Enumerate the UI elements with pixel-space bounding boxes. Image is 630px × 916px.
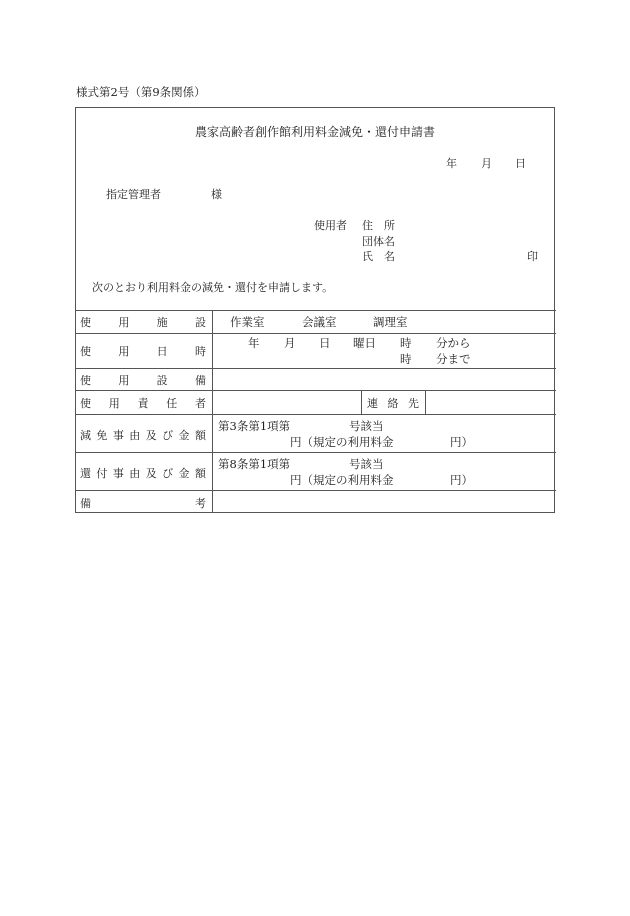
addressee-name: 指定管理者 (106, 188, 161, 201)
column-divider (212, 310, 213, 513)
date-year-label: 年 (446, 157, 457, 170)
divider (75, 390, 556, 391)
facility-option-meeting-room[interactable]: 会議室 (302, 315, 337, 329)
datetime-month[interactable]: 月 (284, 336, 296, 350)
datetime-to-minute[interactable]: 分まで (436, 352, 471, 366)
facility-option-kitchen[interactable]: 調理室 (373, 315, 408, 329)
divider (75, 310, 556, 311)
datetime-day[interactable]: 日 (319, 336, 331, 350)
applicant-organization-label: 団体名 (362, 235, 395, 248)
column-divider (361, 390, 362, 414)
divider (75, 490, 556, 491)
responsible-person-label: 使 用 責 任 者 (80, 397, 206, 410)
facility-option-workroom[interactable]: 作業室 (230, 315, 265, 329)
contact-label: 連 絡 先 (367, 397, 419, 410)
date-month-label: 月 (481, 157, 492, 170)
column-divider (425, 390, 426, 414)
intro-text: 次のとおり利用料金の減免・還付を申請します。 (92, 281, 334, 294)
applicant-label: 使用者 (314, 219, 347, 232)
reduction-reason-label: 減 免 事 由 及 び 金 額 (80, 429, 206, 442)
seal-mark: 印 (527, 250, 538, 263)
refund-article: 第8条第1項第 (218, 457, 291, 471)
reduction-amount[interactable]: 円（規定の利用料金 (290, 435, 394, 449)
refund-reason-label: 還 付 事 由 及 び 金 額 (80, 467, 206, 480)
applicant-address-label: 住 所 (362, 219, 395, 232)
equipment-label: 使 用 設 備 (80, 374, 206, 387)
reduction-standard-fee[interactable]: 円） (450, 435, 473, 449)
reduction-item-applicable[interactable]: 号該当 (349, 419, 384, 433)
reduction-article: 第3条第1項第 (218, 419, 291, 433)
equipment-field[interactable] (218, 372, 548, 386)
applicant-name-label: 氏 名 (362, 250, 395, 263)
refund-item-applicable[interactable]: 号該当 (349, 457, 384, 471)
divider (75, 368, 556, 369)
form-number-label: 様式第2号（第9条関係） (76, 85, 206, 99)
responsible-person-field[interactable] (218, 395, 356, 409)
facility-label: 使 用 施 設 (80, 316, 206, 329)
datetime-from-hour[interactable]: 時 (400, 336, 412, 350)
datetime-weekday[interactable]: 曜日 (353, 336, 376, 350)
remarks-field[interactable] (218, 495, 548, 509)
datetime-to-hour[interactable]: 時 (400, 352, 412, 366)
datetime-label: 使 用 日 時 (80, 345, 206, 358)
divider (75, 414, 556, 415)
datetime-year[interactable]: 年 (248, 336, 260, 350)
divider (75, 333, 556, 334)
refund-standard-fee[interactable]: 円） (450, 473, 473, 487)
datetime-from-minute[interactable]: 分から (436, 336, 471, 350)
remarks-label: 備 考 (80, 497, 206, 510)
refund-amount[interactable]: 円（規定の利用料金 (290, 473, 394, 487)
contact-field[interactable] (430, 395, 550, 409)
date-day-label: 日 (515, 157, 526, 170)
form-title: 農家高齢者創作館利用料金減免・還付申請書 (194, 125, 435, 139)
addressee-honorific: 様 (211, 188, 222, 201)
divider (75, 452, 556, 453)
